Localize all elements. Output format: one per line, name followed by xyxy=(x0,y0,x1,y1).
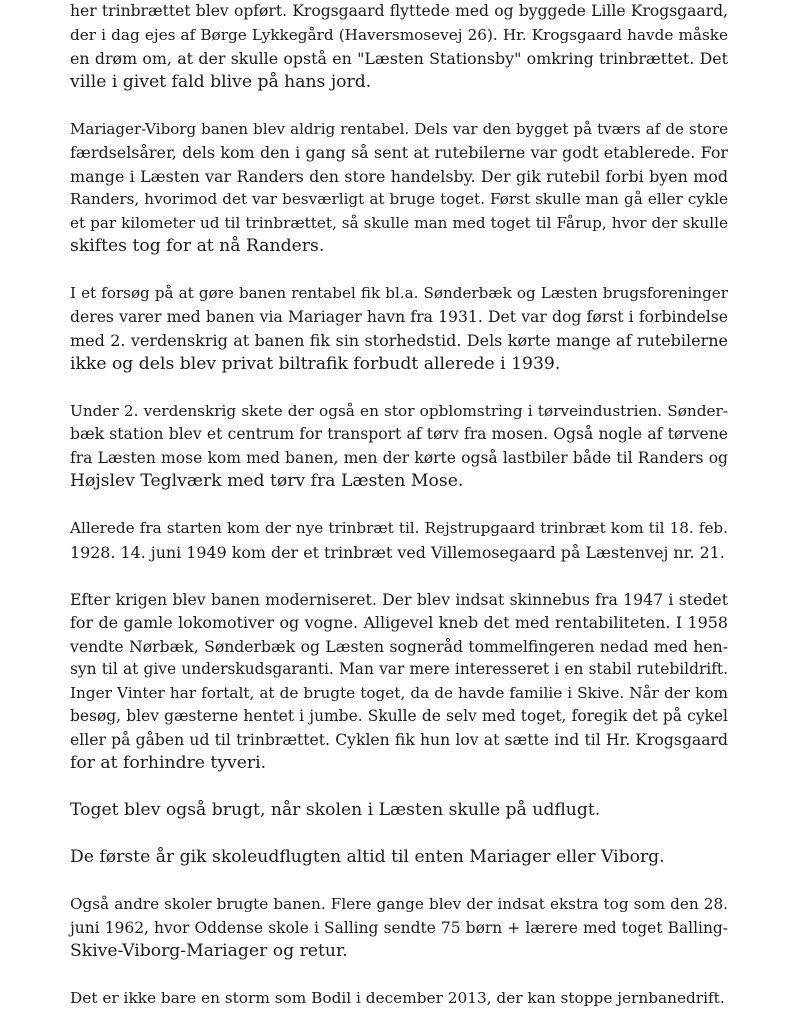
text-line: for at forhindre tyveri. xyxy=(70,753,267,773)
paragraph-toerveindustri xyxy=(70,400,728,494)
text-line: Inger Vinter har fortalt, at de brugte toget, da de havde familie i Skive. Når der kom xyxy=(70,683,728,702)
text-line: færdselsårer, dels kom den i gang så sent at rutebilerne var godt etablerede. For xyxy=(70,143,728,162)
text-line: Mariager-Viborg banen blev aldrig rentabel. Dels var den bygget på tværs af de store xyxy=(70,119,728,138)
paragraph-nye-trinbraet xyxy=(70,517,728,564)
text-line: skiftes tog for at nå Randers. xyxy=(70,236,325,256)
text-line: Randers, hvorimod det var besværligt at bruge toget. Først skulle man gå eller cykle xyxy=(70,190,728,208)
paragraph-trinbraet-opfoert xyxy=(70,0,728,94)
text-line: vendte Nørbæk, Sønderbæk og Læsten sogneråd tommelfingeren nedad med hen- xyxy=(70,636,728,656)
paragraph-brugsforeninger xyxy=(70,282,728,376)
text-line: med 2. verdenskrig at banen fik sin storhedstid. Dels kørte mange af rutebilerne xyxy=(70,331,728,350)
text-line: juni 1962, hvor Oddense skole i Salling sendte 75 børn + lærere med toget Balling- xyxy=(70,918,728,937)
paragraph-skoleudflugt xyxy=(70,846,728,870)
text-line: Det er ikke bare en storm som Bodil i december 2013, der kan stoppe jernbanedrift. xyxy=(70,989,725,1007)
text-line: I et forsøg på at gøre banen rentabel fik bl.a. Sønderbæk og Læsten brugsforeninger xyxy=(70,284,728,302)
text-line: besøg, blev gæsterne hentet i jumbe. Skulle de selv med toget, foregik det på cykel xyxy=(70,707,728,725)
text-line: bæk station blev et centrum for transport af tørv fra mosen. Også nogle af tørvene xyxy=(70,425,728,443)
text-line: syn til at give underskudsgaranti. Man var mere interesseret i en stabil rutebildrift. xyxy=(70,660,728,678)
document-page xyxy=(70,0,728,1034)
text-line: Skive-Viborg-Mariager og retur. xyxy=(70,941,348,961)
text-line: for de gamle lokomotiver og vogne. Alligevel kneb det med rentabiliteten. I 1958 xyxy=(70,613,728,632)
paragraph-storm-bodil xyxy=(70,987,728,1011)
text-line: her trinbrættet blev opført. Krogsgaard flyttede med og byggede Lille Krogsgaard, xyxy=(70,2,728,20)
text-line: ikke og dels blev privat biltrafik forbudt allerede i 1939. xyxy=(70,353,561,374)
text-line: Allerede fra starten kom der nye trinbræt til. Rejstrupgaard trinbræt kom til 18. feb. xyxy=(70,519,728,537)
text-line: ville i givet fald blive på hans jord. xyxy=(70,71,372,92)
paragraph-udflugt xyxy=(70,799,728,823)
text-line: eller på gåben ud til trinbrættet. Cyklen fik hun lov at sætte ind til Hr. Krogsgaard xyxy=(70,730,728,749)
paragraph-moderniseret xyxy=(70,588,728,776)
text-line: De første år gik skoleudflugten altid til enten Mariager eller Viborg. xyxy=(70,847,665,867)
text-line: et par kilometer ud til trinbrættet, så skulle man med toget til Fårup, hvor der skulle xyxy=(70,213,728,232)
text-line: en drøm om, at der skulle opstå en "Læsten Stationsby" omkring trinbrættet. Det xyxy=(70,49,728,68)
text-line: Toget blev også brugt, når skolen i Læsten skulle på udflugt. xyxy=(70,800,601,820)
text-line: Under 2. verdenskrig skete der også en stor opblomstring i tørveindustrien. Sønder- xyxy=(70,401,728,420)
text-line: 1928. 14. juni 1949 kom der et trinbræt ved Villemosegaard på Læstenvej nr. 21. xyxy=(70,542,725,562)
text-line: deres varer med banen via Mariager havn fra 1931. Det var dog først i forbindelse xyxy=(70,307,728,326)
paragraph-rentabel xyxy=(70,118,728,259)
text-line: mange i Læsten var Randers den store handelsby. Der gik rutebil forbi byen mod xyxy=(70,166,728,186)
text-line: Også andre skoler brugte banen. Flere gange blev der indsat ekstra tog som den 28. xyxy=(70,895,728,913)
paragraph-andre-skoler xyxy=(70,893,728,964)
text-line: der i dag ejes af Børge Lykkegård (Haversmosevej 26). Hr. Krogsgaard havde måske xyxy=(70,25,728,44)
text-line: fra Læsten mose kom med banen, men der kørte også lastbiler både til Randers og xyxy=(70,448,728,467)
text-line: Efter krigen blev banen moderniseret. Der blev indsat skinnebus fra 1947 i stedet xyxy=(70,589,728,609)
text-line: Højslev Teglværk med tørv fra Læsten Mose. xyxy=(70,471,464,491)
